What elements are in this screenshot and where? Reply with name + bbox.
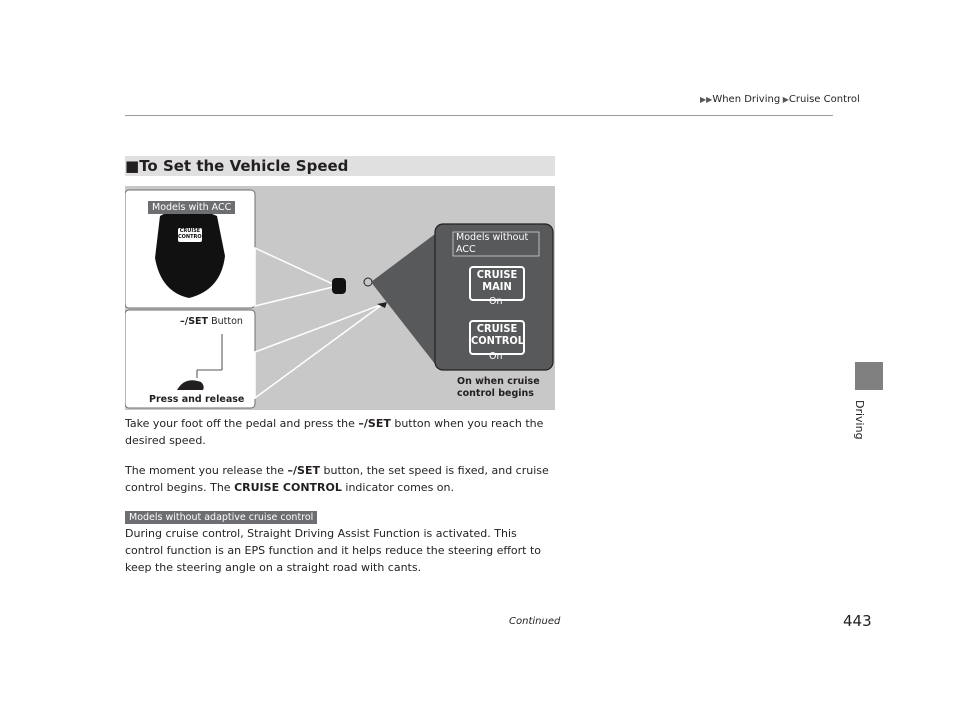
cruise-control-state: On — [489, 351, 503, 362]
press-and-release-label: Press and release — [149, 394, 245, 405]
chapter-label: Driving — [853, 400, 866, 440]
breadcrumb — [700, 94, 860, 105]
continued-label: Continued — [509, 616, 561, 627]
page-number: 443 — [843, 612, 872, 630]
cruise-main-indicator: CRUISE MAIN — [469, 266, 525, 301]
steering-button-right — [364, 278, 372, 286]
bullet-square-icon: ■ — [125, 157, 140, 175]
paragraph-set-speed: Take your foot off the pedal and press the –/SET button when you reach the desired speed. — [125, 417, 544, 447]
applicability-tag: Models without adaptive cruise control — [125, 511, 317, 524]
breadcrumb-item-cruise-control[interactable]: Cruise Control — [788, 94, 860, 105]
chapter-tab[interactable] — [855, 362, 883, 390]
breadcrumb-item-when-driving[interactable]: When Driving — [712, 94, 781, 105]
paragraph-straight-driving-assist: During cruise control, Straight Driving Assist Function is activated. This control function is an EPS function and it helps reduce the steering effort to keep the steering angle on a straight road with cants. — [125, 527, 542, 574]
models-without-acc-tag: Models without ACC — [456, 232, 529, 255]
begin-note: On when cruise control begins — [457, 376, 540, 399]
cruise-control-indicator: CRUISE CONTROL — [469, 320, 525, 355]
steering-button-left — [332, 278, 346, 294]
paragraph-release-button: The moment you release the –/SET button, the set speed is fixed, and cruise control begins. The CRUISE CONTROL indicator comes on. — [125, 464, 549, 494]
cruise-control-button-label: CRUISE CONTROL — [178, 228, 205, 240]
section-title — [125, 157, 348, 175]
section-title-text: To Set the Vehicle Speed — [139, 157, 349, 175]
models-with-acc-tag: Models with ACC — [148, 201, 235, 214]
set-button-label: –/SET Button — [180, 316, 243, 327]
cruise-main-state: On — [489, 296, 503, 307]
breadcrumb-arrow-icon: ▶ — [780, 95, 789, 104]
breadcrumb-arrow-icon: ▶▶ — [700, 95, 713, 104]
header-divider — [125, 115, 833, 116]
cruise-control-illustration — [125, 186, 555, 410]
